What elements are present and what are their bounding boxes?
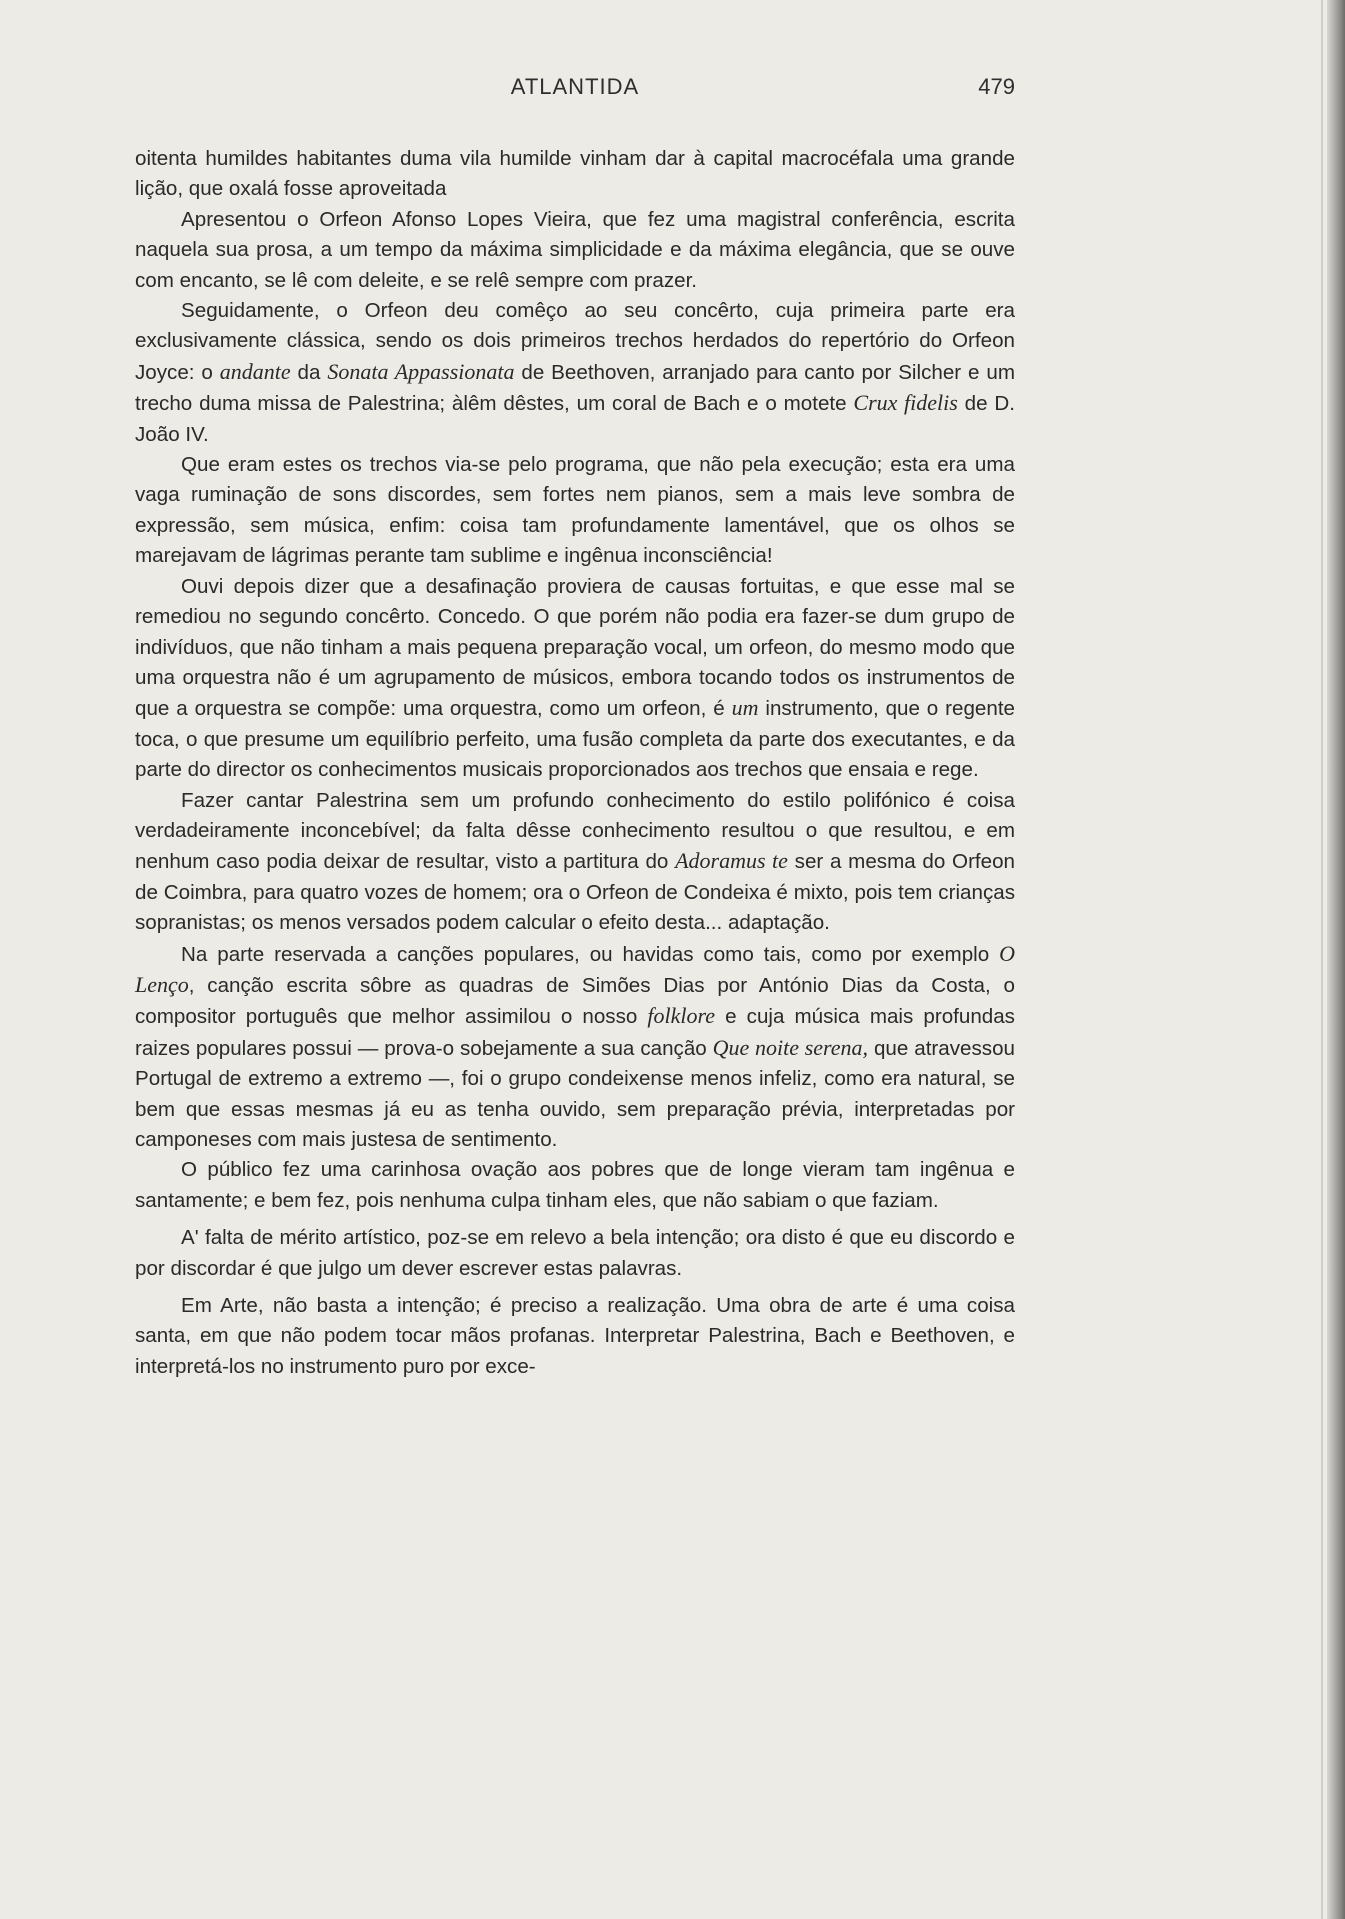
- italic-term: folklore: [647, 1003, 716, 1029]
- text-run: A' falta de mérito artístico, poz-se em relevo a bela intenção; ora disto é que eu discordo e por discordar é que julgo um dever escrever estas palavras.: [135, 1226, 1015, 1280]
- italic-term: Que noite serena,: [712, 1034, 869, 1060]
- paragraph: [135, 450, 1015, 572]
- paragraph: [135, 205, 1015, 296]
- text-run: Na parte reservada a canções populares, ou havidas como tais, como por exemplo: [181, 942, 1000, 966]
- paragraph: [135, 144, 1015, 205]
- italic-term: Sonata Appassionata: [327, 358, 515, 384]
- text-run: Seguidamente, o Orfeon deu comêço ao seu concêrto, cuja primeira parte era exclusivamente clássica, sendo os dois primeiros trechos herdados do repertório do Orfeon Joyce: o: [135, 299, 1015, 384]
- page-binding-shadow: [1327, 0, 1345, 1919]
- paragraph: [135, 572, 1015, 786]
- text-run: de Beethoven, arranjado para canto por Silcher e um trecho duma missa de Palestrina; àlêm dêstes, um coral de Bach e o motete: [135, 360, 1015, 416]
- text-run: Fazer cantar Palestrina sem um profundo conhecimento do estilo polifónico é coisa verdadeiramente inconcebível; da falta dêsse conhecimento resultou o que resultou, e em nenhum caso podia deixar de resultar, visto a partitura do: [135, 788, 1015, 874]
- text-run: Apresentou o Orfeon Afonso Lopes Vieira, que fez uma magistral conferência, escrita naquela sua prosa, a um tempo da máxima simplicidade e da máxima elegância, que se ouve com encanto, se lê com deleite, e se relê sempre com prazer.: [135, 207, 1015, 292]
- text-run: ser a mesma do Orfeon de Coimbra, para quatro vozes de homem; ora o Orfeon de Condeixa é mixto, pois tem crianças sopranistas; os menos versados podem calcular o efeito desta... adaptação.: [135, 850, 1016, 935]
- text-run: e cuja música mais profundas raizes populares possui — prova-o sobejamente a sua canção: [135, 1005, 1015, 1060]
- page-number: 479: [978, 74, 1015, 99]
- article-body: [135, 144, 1015, 1382]
- text-run: O público fez uma carinhosa ovação aos pobres que de longe vieram tam ingênua e santamente; e bem fez, pois nenhuma culpa tinham eles, que não sabiam o que faziam.: [135, 1158, 1015, 1212]
- text-run: oitenta humildes habitantes duma vila humilde vinham dar à capital macrocéfala uma grande lição, que oxalá fosse aproveitada: [135, 147, 1015, 201]
- paragraph: [135, 786, 1015, 939]
- italic-term: O Lenço: [135, 940, 1015, 997]
- text-run: que atravessou Portugal de extremo a extremo —, foi o grupo condeixense menos infeliz, como era natural, se bem que essas mesmas já eu as tenha ouvido, sem preparação prévia, interpretadas por camponeses com mais justesa de sentimento.: [135, 1036, 1015, 1151]
- text-run: Em Arte, não basta a intenção; é preciso a realização. Uma obra de arte é uma coisa santa, em que não podem tocar mãos profanas. Interpretar Palestrina, Bach e Beethoven, e interpretá-los no instrumento puro por exce-: [135, 1294, 1015, 1378]
- paragraph: [135, 1155, 1015, 1216]
- text-run: da: [290, 360, 328, 384]
- text-run: , canção escrita sôbre as quadras de Simões Dias por António Dias da Costa, o compositor português que melhor assimilou o nosso: [135, 973, 1015, 1029]
- text-run: instrumento, que o regente toca, o que presume um equilíbrio perfeito, uma fusão completa da parte dos executantes, e da parte do director os conhecimentos musicais proporcionados aos trechos que ensaia e rege.: [135, 697, 1015, 782]
- italic-term: andante: [219, 358, 291, 384]
- italic-term: Crux fidelis: [853, 390, 958, 416]
- running-title: ATLANTIDA: [510, 74, 640, 99]
- italic-term: um: [731, 695, 759, 721]
- text-run: Que eram estes os trechos via-se pelo programa, que não pela execução; esta era uma vaga ruminação de sons discordes, sem fortes nem pianos, sem a mais leve sombra de expressão, sem música, enfim: coisa tam profundamente lamentável, que os olhos se marejavam de lágrimas perante tam sublime e ingênua inconsciência!: [135, 453, 1015, 568]
- text-run: de D. João IV.: [135, 392, 1015, 446]
- italic-term: Adoramus te: [675, 848, 788, 874]
- paragraph: [135, 1223, 1015, 1284]
- page-edge: [1321, 0, 1323, 1919]
- paragraph: [135, 939, 1015, 1156]
- paragraph: [135, 1291, 1015, 1382]
- text-run: Ouvi depois dizer que a desafinação proviera de causas fortuitas, e que esse mal se remediou no segundo concêrto. Concedo. O que porém não podia era fazer-se dum grupo de indivíduos, que não tinham a mais pequena preparação vocal, um orfeon, do mesmo modo que uma orquestra não é um agrupamento de músicos, embora tocando todos os instrumentos de que a orquestra se compõe: uma orquestra, como um orfeon, é: [135, 574, 1015, 721]
- page-header: [135, 74, 1015, 108]
- paragraph: [135, 296, 1015, 450]
